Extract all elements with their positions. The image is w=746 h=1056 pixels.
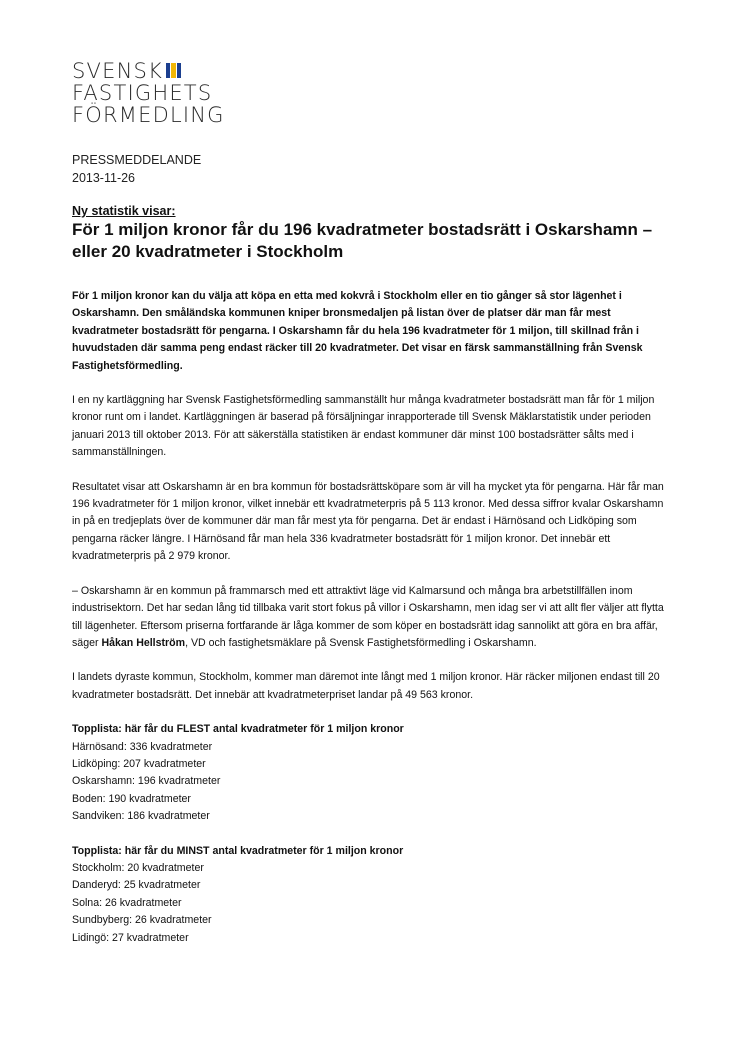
headline-title: För 1 miljon kronor får du 196 kvadratmeter bostadsrätt i Oskarshamn – eller 20 kvadratmeter i Stockholm <box>72 220 653 261</box>
swedish-flag-icon <box>166 63 181 78</box>
publish-date: 2013-11-26 <box>72 171 136 185</box>
article-body <box>72 288 672 964</box>
paragraph-1: I en ny kartläggning har Svensk Fastighetsförmedling sammanställt hur många kvadratmeter bostadsrätt man får för 1 miljon kronor runt om i landet. Kartläggningen är baserad på försäljningar inrapporterade till Svensk Mäklarstatistik under perioden januari 2013 till oktober 2013. För att säkerställa statistiken är endast kommuner där minst 100 bostadsrätter sålts med i sammanställningen. <box>72 394 655 459</box>
list-item: Boden: 190 kvadratmeter <box>72 792 191 805</box>
paragraph-4: I landets dyraste kommun, Stockholm, kommer man däremot inte långt med 1 miljon kronor. Här räcker miljonen endast till 20 kvadratmeter bostadsrätt. Det innebär att kvadratmeterpriset landar på 49 563 kronor. <box>72 671 660 701</box>
paragraph-3 <box>72 583 672 653</box>
list-item: Stockholm: 20 kvadratmeter <box>72 861 204 874</box>
press-meta <box>72 151 201 187</box>
quote-attribution: , VD och fastighetsmäklare på Svensk Fastighetsförmedling i Oskarshamn. <box>185 636 537 649</box>
list-item: Lidköping: 207 kvadratmeter <box>72 757 206 770</box>
list-item: Sundbyberg: 26 kvadratmeter <box>72 914 212 927</box>
headline-kicker: Ny statistik visar: <box>72 204 176 218</box>
logo-line-2: FASTIGHETS <box>72 81 213 105</box>
quote-text: – Oskarshamn är en kommun på frammarsch med ett attraktivt läge vid Kalmarsund och många bra arbetstillfällen inom industrisektorn. Det har sedan lång tid tillbaka varit stort fokus på villor i Oskarshamn, men idag ser vi att allt fler väljer att flytta till lägenheter. Eftersom priserna fortfarande är låga kommer de som köper en bostadsrätt idag sannolikt att göra en bra affär, säger <box>72 584 664 649</box>
lead-paragraph: För 1 miljon kronor kan du välja att köpa en etta med kokvrå i Stockholm eller en tio gånger så stor lägenhet i Oskarshamn. Den småländska kommunen kniper bronsmedaljen på listan över de platser där man får mest kvadratmeter bostadsrätt för pengarna. I Oskarshamn får du hela 196 kvadratmeter för 1 miljon, till skillnad från i huvudstaden där samma peng endast räcker till 20 kvadratmeter. Det visar en färsk sammanställning från Svensk Fastighetsförmedling. <box>72 290 643 372</box>
list-item: Lidingö: 27 kvadratmeter <box>72 931 189 944</box>
logo-line-3: FÖRMEDLING <box>72 103 225 127</box>
list-item: Härnösand: 336 kvadratmeter <box>72 740 213 753</box>
logo-text-svensk: SVENSK <box>72 59 163 83</box>
toplist-most <box>72 739 672 826</box>
list-item: Solna: 26 kvadratmeter <box>72 896 182 909</box>
company-logo <box>72 60 225 126</box>
paragraph-2: Resultatet visar att Oskarshamn är en bra kommun för bostadsrättsköpare som är vill ha mycket yta för pengarna. Här får man 196 kvadratmeter för 1 miljon kronor, vilket innebär ett kvadratmeterpris på 5 113 kronor. Med dessa siffror kvalar Oskarshamn in på en tredjeplats över de kommuner där man får mest yta för pengarna. Det är endast i Härnösand och Lidköping som pengarna räcker längre. I Härnösand får man hela 336 kvadratmeter bostadsrätt för 1 miljon kronor. Det innebär ett kvadratmeterpris på 2 979 kronor. <box>72 480 664 563</box>
toplist-least <box>72 860 672 947</box>
list-item: Sandviken: 186 kvadratmeter <box>72 810 210 823</box>
document-type: PRESSMEDDELANDE <box>72 153 202 167</box>
toplist-most-heading: Topplista: här får du FLEST antal kvadratmeter för 1 miljon kronor <box>72 723 404 736</box>
list-item: Danderyd: 25 kvadratmeter <box>72 879 201 892</box>
quote-author: Håkan Hellström <box>101 636 186 649</box>
toplist-least-heading: Topplista: här får du MINST antal kvadratmeter för 1 miljon kronor <box>72 844 404 857</box>
list-item: Oskarshamn: 196 kvadratmeter <box>72 775 221 788</box>
logo-line-1 <box>72 60 225 82</box>
